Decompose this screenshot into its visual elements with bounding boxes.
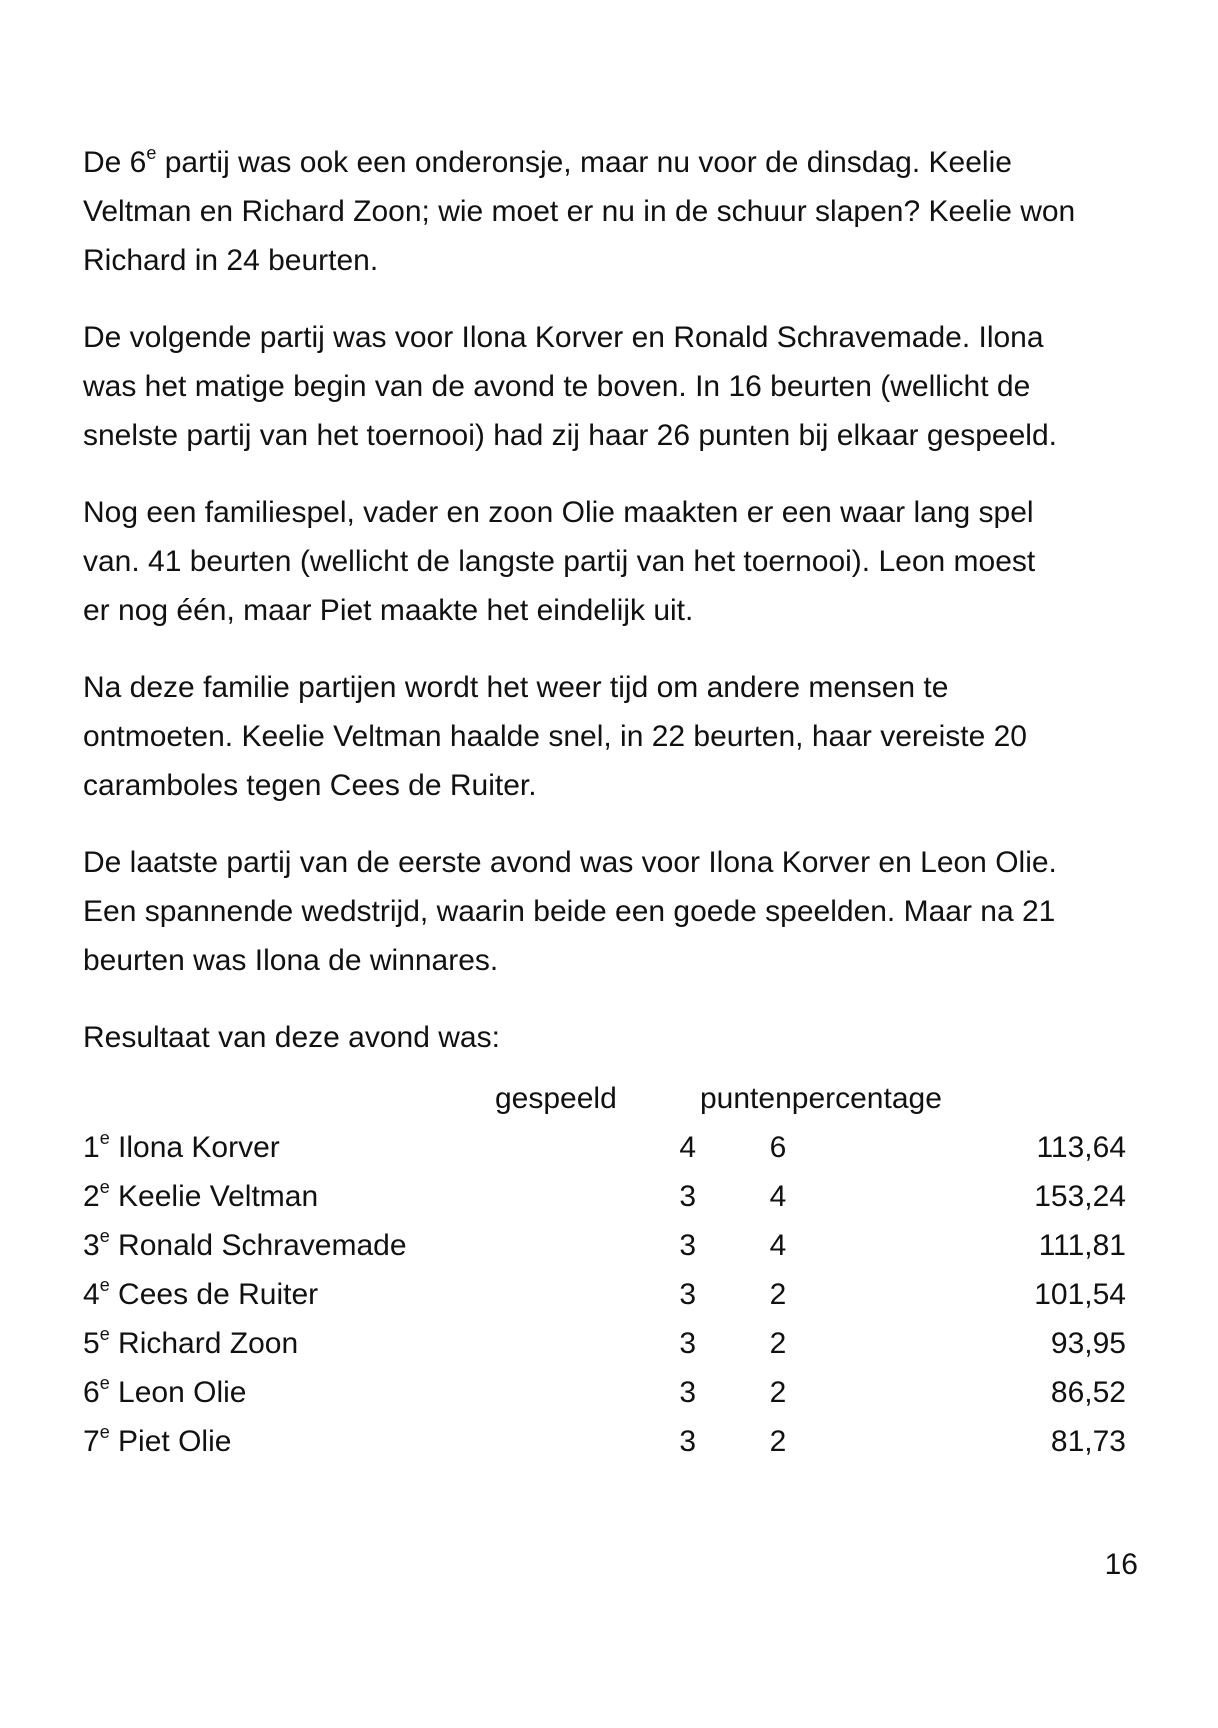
points-cell: 6 [769,1131,787,1164]
results-intro: Resultaat van deze avond was: [83,1021,500,1054]
rank: 3 [83,1229,100,1262]
played-cell: 3 [679,1425,696,1458]
paragraph-line [83,887,1143,936]
percentage-cell: 101,54 [1034,1278,1126,1311]
header-points-percentage: puntenpercentage [700,1082,942,1115]
rank: 2 [83,1180,100,1213]
ordinal-suffix: e [99,1226,110,1246]
player-name-cell [83,1417,231,1466]
line-text: caramboles tegen Cees de Ruiter. [83,769,537,802]
played-cell: 3 [679,1180,696,1213]
ordinal-suffix: e [99,1275,110,1295]
line-text: van. 41 beurten (wellicht de langste partij van het toernooi). Leon moest [83,545,1036,578]
rank: 5 [83,1327,100,1360]
table-row [83,1270,1126,1319]
paragraph-line [83,488,1143,537]
table-row [83,1123,1126,1172]
line-text: partij was ook een onderonsje, maar nu voor de dinsdag. Keelie [156,146,1012,179]
player-name: Ilona Korver [109,1131,280,1164]
ordinal-suffix: e [146,143,157,163]
percentage-cell: 86,52 [1050,1376,1126,1409]
player-name-cell [83,1368,246,1417]
percentage-cell: 113,64 [1036,1131,1126,1164]
points-cell: 4 [769,1180,787,1213]
page-number: 16 [1104,1548,1138,1581]
line-text: was het matige begin van de avond te boven. In 16 beurten (wellicht de [83,370,1031,403]
body-text [83,138,1143,1062]
paragraph-line [83,936,1143,985]
played-cell: 3 [679,1229,696,1262]
player-name-cell [83,1270,318,1319]
paragraph-line [83,362,1143,411]
table-row [83,1221,1126,1270]
points-cell: 2 [769,1425,787,1458]
rank: 7 [83,1425,100,1458]
player-name: Richard Zoon [109,1327,299,1360]
paragraph-line [83,313,1143,362]
paragraph [83,488,1143,635]
line-text: Veltman en Richard Zoon; wie moet er nu in de schuur slapen? Keelie won [83,195,1076,228]
ordinal-suffix: e [99,1324,110,1344]
paragraph-line [83,411,1143,460]
paragraph-line [83,838,1143,887]
rank: 6 [83,1376,100,1409]
paragraph [83,138,1143,285]
paragraph-line [83,537,1143,586]
results-rows [83,1123,1126,1466]
table-row [83,1417,1126,1466]
line-text: De 6 [83,146,147,179]
paragraph-list [83,138,1143,985]
played-cell: 4 [679,1131,696,1164]
table-row [83,1319,1126,1368]
line-text: er nog één, maar Piet maakte het eindelijk uit. [83,594,694,627]
played-cell: 3 [679,1327,696,1360]
paragraph-line [83,138,1143,187]
player-name-cell [83,1123,280,1172]
percentage-cell: 93,95 [1050,1327,1126,1360]
paragraph-line [83,712,1143,761]
points-cell: 2 [769,1327,787,1360]
line-text: Een spannende wedstrijd, waarin beide een goede speelden. Maar na 21 [83,895,1056,928]
points-cell: 4 [769,1229,787,1262]
line-text: snelste partij van het toernooi) had zij haar 26 punten bij elkaar gespeeld. [83,419,1057,452]
line-text: ontmoeten. Keelie Veltman haalde snel, in 22 beurten, haar vereiste 20 [83,720,1027,753]
player-name: Ronald Schravemade [109,1229,407,1262]
paragraph [83,663,1143,810]
player-name: Leon Olie [109,1376,247,1409]
rank: 4 [83,1278,100,1311]
line-text: De laatste partij van de eerste avond was voor Ilona Korver en Leon Olie. [83,846,1057,879]
ordinal-suffix: e [99,1373,110,1393]
table-row [83,1172,1126,1221]
player-name-cell [83,1221,407,1270]
player-name-cell [83,1319,298,1368]
line-text: beurten was Ilona de winnares. [83,944,499,977]
paragraph [83,838,1143,985]
paragraph-line [83,187,1143,236]
points-cell: 2 [769,1376,787,1409]
points-cell: 2 [769,1278,787,1311]
ordinal-suffix: e [99,1177,110,1197]
ordinal-suffix: e [99,1422,110,1442]
paragraph-line [83,586,1143,635]
results-table [83,1074,1126,1466]
ordinal-suffix: e [99,1128,110,1148]
table-row [83,1368,1126,1417]
player-name-cell [83,1172,318,1221]
played-cell: 3 [679,1278,696,1311]
paragraph [83,313,1143,460]
rank: 1 [83,1131,100,1164]
line-text: Na deze familie partijen wordt het weer tijd om andere mensen te [83,671,949,704]
percentage-cell: 111,81 [1038,1229,1126,1262]
results-header-row [83,1074,1083,1123]
header-played: gespeeld [495,1082,617,1115]
line-text: De volgende partij was voor Ilona Korver en Ronald Schravemade. Ilona [83,321,1044,354]
paragraph-line [83,236,1143,285]
player-name: Cees de Ruiter [109,1278,319,1311]
player-name: Keelie Veltman [109,1180,319,1213]
line-text: Nog een familiespel, vader en zoon Olie maakten er een waar lang spel [83,496,1034,529]
paragraph-line [83,663,1143,712]
player-name: Piet Olie [109,1425,232,1458]
percentage-cell: 153,24 [1034,1180,1126,1213]
line-text: Richard in 24 beurten. [83,244,379,277]
percentage-cell: 81,73 [1050,1425,1126,1458]
paragraph-line [83,761,1143,810]
played-cell: 3 [679,1376,696,1409]
